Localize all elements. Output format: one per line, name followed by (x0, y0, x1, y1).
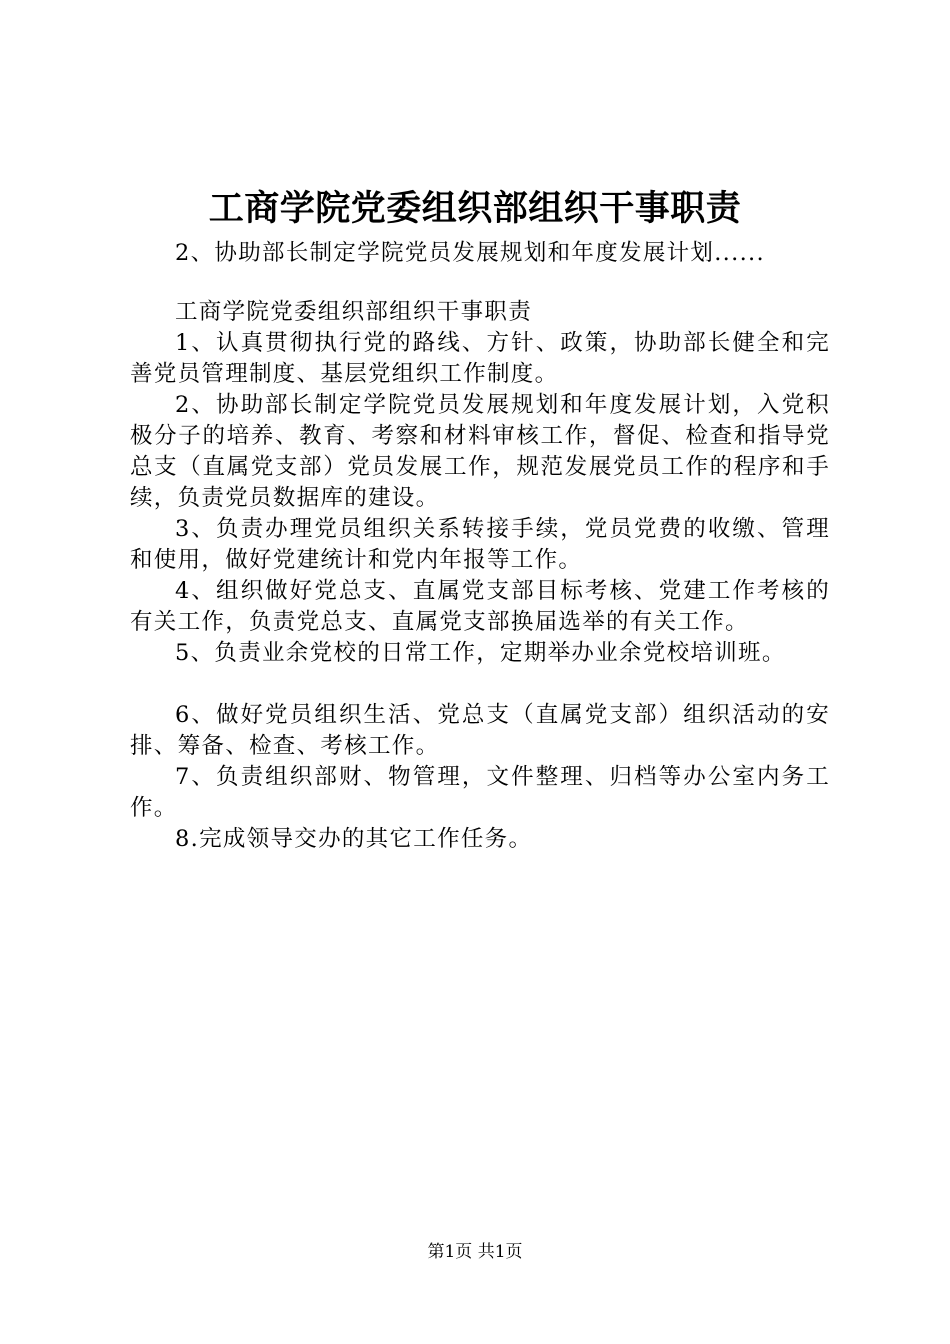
section-heading: 工商学院党委组织部组织干事职责 (175, 299, 533, 325)
paragraph-3: 3、负责办理党员组织关系转接手续，党员党费的收缴、管理和使用，做好党建统计和党内年报等工作。 (130, 516, 830, 573)
paragraph-7: 7、负责组织部财、物管理，文件整理、归档等办公室内务工作。 (130, 764, 830, 821)
paragraph-spacer (130, 669, 830, 700)
paragraph-8: 8.完成领导交办的其它工作任务。 (175, 826, 533, 852)
paragraph-5: 5、负责业余党校的日常工作，定期举办业余党校培训班。 (175, 640, 786, 666)
paragraph-6: 6、做好党员组织生活、党总支（直属党支部）组织活动的安排、筹备、检查、考核工作。 (130, 702, 830, 759)
paragraph-4: 4、组织做好党总支、直属党支部目标考核、党建工作考核的有关工作，负责党总支、直属党支部换届选举的有关工作。 (130, 578, 830, 635)
page-title: 工商学院党委组织部组织干事职责 (208, 188, 742, 229)
document-body (130, 297, 830, 855)
paragraph-1: 1、认真贯彻执行党的路线、方针、政策，协助部长健全和完善党员管理制度、基层党组织工作制度。 (130, 330, 830, 387)
page-footer: 第1页 共1页 (427, 1242, 523, 1262)
summary-line: 2、协助部长制定学院党员发展规划和年度发展计划...... (175, 240, 765, 266)
summary-block (130, 238, 830, 269)
paragraph-2: 2、协助部长制定学院党员发展规划和年度发展计划，入党积极分子的培养、教育、考察和材料审核工作，督促、检查和指导党总支（直属党支部）党员发展工作，规范发展党员工作的程序和手续，负责党员数据库的建设。 (130, 392, 830, 511)
